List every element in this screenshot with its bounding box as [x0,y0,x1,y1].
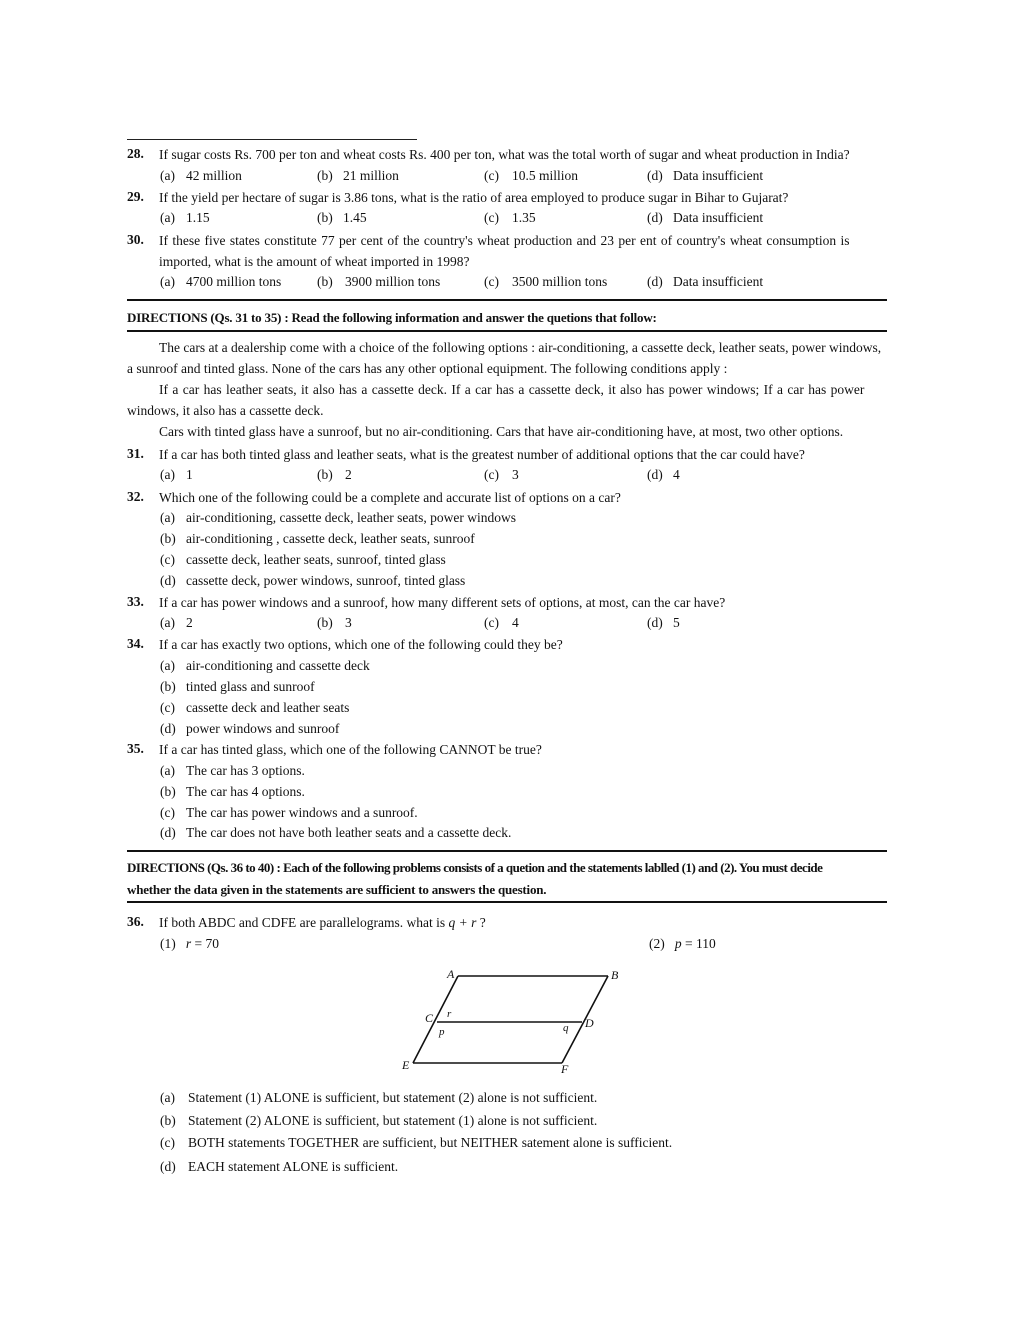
vertex-b-label: B [611,968,619,982]
question-text [159,914,486,932]
option-text: Statement (2) ALONE is sufficient, but statement (1) alone is not sufficient. [188,1113,598,1128]
option-label: (b) [160,531,176,546]
passage-text: Cars with tinted glass have a sunroof, but no air-conditioning. Cars that have air-conditioning have, at most, two other options. [159,424,844,439]
option-text: 2 [345,467,352,482]
option-label: (d) [160,721,176,736]
option-text: air-conditioning and cassette deck [186,658,370,673]
section-rule [127,330,887,332]
option-text: 42 million [186,168,242,183]
option-text: 3 [345,615,352,630]
section-rule [127,850,887,852]
option-label: (c) [160,805,175,820]
option-label: (d) [647,168,663,183]
directions-heading: DIRECTIONS (Qs. 31 to 35) : Read the following information and answer the quetions that follow: [127,310,657,325]
passage-text: If a car has leather seats, it also has a cassette deck. If a car has a cassette deck, it also has power windows; If a car has power [159,382,865,397]
question-text: If the yield per hectare of sugar is 3.86 tons, what is the ratio of area employed to produce sugar in Bihar to Gujarat? [159,190,789,205]
option-label: (c) [160,1135,175,1150]
passage-text: a sunroof and tinted glass. None of the cars has any other optional equipment. The following conditions apply : [127,361,728,376]
option-label: (d) [647,615,663,630]
question-number: 29. [127,189,144,204]
statement-variable: p [674,936,682,951]
option-label: (c) [160,700,175,715]
option-label: (d) [647,210,663,225]
option-text: Statement (1) ALONE is sufficient, but statement (2) alone is not sufficient. [188,1090,598,1105]
option-label: (c) [484,274,499,289]
option-label: (b) [160,784,176,799]
option-label: (d) [647,274,663,289]
top-rule [127,139,417,140]
option-label: (d) [160,825,176,840]
option-label: (b) [317,467,333,482]
statement-value: = 110 [681,936,716,951]
option-text: The car does not have both leather seats and a cassette deck. [186,825,512,840]
option-label: (b) [317,168,333,183]
angle-q-label: q [563,1022,569,1034]
option-text: Data insufficient [673,274,764,289]
option-label: (c) [484,210,499,225]
option-label: (a) [160,658,175,673]
option-label: (a) [160,615,175,630]
option-text: EACH statement ALONE is sufficient. [188,1159,399,1174]
option-label: (c) [484,168,499,183]
question-number: 28. [127,146,144,161]
question-number: 30. [127,232,144,247]
option-label: (b) [317,615,333,630]
question-text: If a car has tinted glass, which one of the following CANNOT be true? [159,742,542,757]
question-number: 31. [127,446,144,461]
option-text: 2 [186,615,193,630]
option-label: (a) [160,467,175,482]
option-label: (b) [317,210,333,225]
statement-value: = 70 [191,936,220,951]
question-text: Which one of the following could be a complete and accurate list of options on a car? [159,490,621,505]
question-text: If sugar costs Rs. 700 per ton and wheat costs Rs. 400 per ton, what was the total worth of sugar and wheat production in India? [159,147,850,162]
question-text: If a car has both tinted glass and leather seats, what is the greatest number of additional options that the car could have? [159,447,805,462]
statement-2 [649,935,716,953]
question-text-pre: If both ABDC and CDFE are parallelograms. what is [159,915,449,930]
section-rule [127,299,887,301]
option-text: power windows and sunroof [186,721,340,736]
question-number: 32. [127,489,144,504]
option-text: cassette deck and leather seats [186,700,350,715]
passage-text: The cars at a dealership come with a choice of the following options : air-conditioning, a cassette deck, leather seats, power windows, [159,340,882,355]
option-text: Data insufficient [673,168,764,183]
passage-text: windows, it also has a cassette deck. [127,403,324,418]
option-label: (c) [484,615,499,630]
option-text: The car has 3 options. [186,763,305,778]
statement-label: (2) [649,936,665,951]
question-text: If a car has exactly two options, which one of the following could they be? [159,637,563,652]
option-text: 1 [186,467,193,482]
option-label: (d) [160,573,176,588]
option-text: air-conditioning , cassette deck, leather seats, sunroof [186,531,475,546]
angle-p-label: p [439,1026,445,1038]
option-label: (d) [647,467,663,482]
option-text: 21 million [343,168,399,183]
option-text: 3 [512,467,519,482]
question-expression: q + r [448,915,477,930]
option-label: (b) [317,274,333,289]
section-rule [127,901,887,903]
option-text: The car has power windows and a sunroof. [186,805,418,820]
statement-1 [160,935,219,953]
question-text: If a car has power windows and a sunroof, how many different sets of options, at most, can the car have? [159,595,726,610]
option-text: BOTH statements TOGETHER are sufficient, but NEITHER satement alone is sufficient. [188,1135,673,1150]
vertex-c-label: C [425,1011,434,1025]
option-text: 3900 million tons [345,274,441,289]
option-text: 4 [512,615,519,630]
option-text: 4 [673,467,680,482]
option-text: cassette deck, leather seats, sunroof, tinted glass [186,552,446,567]
vertex-a-label: A [447,967,455,981]
statement-variable: r [185,936,192,951]
option-text: 1.15 [186,210,210,225]
statement-label: (1) [160,936,176,951]
option-label: (a) [160,274,175,289]
parallelogram-figure [395,965,635,1075]
vertex-e-label: E [402,1058,410,1072]
question-text: imported, what is the amount of wheat imported in 1998? [159,254,470,269]
option-label: (a) [160,763,175,778]
vertex-f-label: F [561,1062,569,1075]
option-label: (c) [484,467,499,482]
option-label: (a) [160,510,175,525]
option-label: (d) [160,1159,176,1174]
option-label: (b) [160,1113,176,1128]
option-text: cassette deck, power windows, sunroof, tinted glass [186,573,466,588]
directions-heading: whether the data given in the statements are sufficient to answers the question. [127,882,547,897]
angle-r-label: r [447,1008,452,1020]
question-number: 36. [127,914,144,929]
option-label: (b) [160,679,176,694]
vertex-d-label: D [585,1016,594,1030]
question-number: 35. [127,741,144,756]
question-number: 33. [127,594,144,609]
question-text-post: ? [476,915,486,930]
option-text: 10.5 million [512,168,579,183]
option-text: Data insufficient [673,210,764,225]
option-label: (a) [160,1090,175,1105]
option-text: 4700 million tons [186,274,282,289]
option-label: (a) [160,168,175,183]
option-text: air-conditioning, cassette deck, leather seats, power windows [186,510,516,525]
option-text: The car has 4 options. [186,784,305,799]
question-text: If these five states constitute 77 per cent of the country's wheat production and 23 per ent of country's wheat consumption is [159,233,850,248]
option-label: (c) [160,552,175,567]
option-label: (a) [160,210,175,225]
option-text: 5 [673,615,680,630]
option-text: tinted glass and sunroof [186,679,315,694]
option-text: 1.35 [512,210,536,225]
question-number: 34. [127,636,144,651]
option-text: 1.45 [343,210,367,225]
directions-heading: DIRECTIONS (Qs. 36 to 40) : Each of the following problems consists of a quetion and the statements lablled (1) and (2). You must decide [127,860,823,875]
option-text: 3500 million tons [512,274,608,289]
